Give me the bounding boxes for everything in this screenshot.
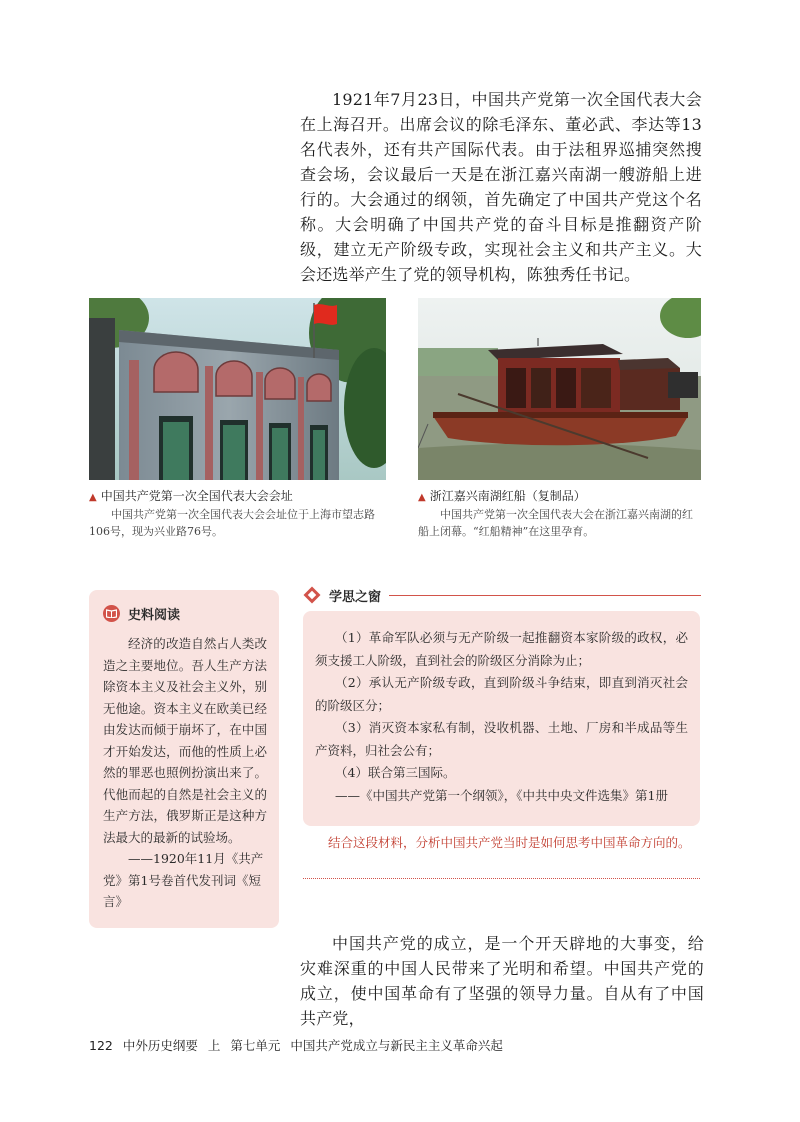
book-icon — [103, 605, 120, 622]
volume-label: 上 — [207, 1038, 221, 1053]
page-number: 122 — [89, 1038, 113, 1053]
dotted-divider — [303, 878, 700, 879]
program-item: （1）革命军队必须与无产阶级一起推翻资本家阶级的政权，必须支援工人阶级，直到社会的阶级区分消除为止； — [315, 630, 688, 668]
unit-label: 第七单元 — [230, 1038, 281, 1053]
red-boat-photo — [418, 298, 701, 480]
thinking-question: 结合这段材料，分析中国共产党当时是如何思考中国革命方向的。 — [328, 835, 691, 850]
figure-title: 中国共产党第一次全国代表大会会址 — [100, 489, 293, 503]
figure-caption: 中国共产党第一次全国代表大会会址位于上海市望志路106号，现为兴业路76号。 — [89, 508, 375, 538]
source-quote: 经济的改造自然占人类改造之主要地位。吾人生产方法除资本主义及社会主义外，别无他途。资本主义在欧美已经由发达而倾于崩坏了，在中国才开始发达，而他的性质上必然的罪恶也照例扮演出来了。代他而起的自然是社会主义的生产方法，俄罗斯正是这种方法最大的最新的试验场。 — [103, 636, 267, 845]
page-footer — [89, 1036, 513, 1054]
unit-title: 中国共产党成立与新民主主义革命兴起 — [290, 1038, 503, 1053]
source-attribution: ——1920年11月《共产党》第1号卷首代发刊词《短言》 — [103, 851, 264, 909]
book-title: 中外历史纲要 — [122, 1038, 198, 1053]
congress-site-photo — [89, 298, 386, 480]
program-item: （3）消灭资本家私有制，没收机器、土地、厂房和半成品等生产资料，归社会公有； — [315, 720, 688, 758]
source-reading-box — [89, 590, 279, 928]
thinking-window-header — [303, 584, 701, 606]
source-reading-title: 史料阅读 — [128, 608, 181, 623]
red-boat-caption — [418, 488, 703, 540]
program-citation: ——《中国共产党第一个纲领》，《中共中央文件选集》第1册 — [335, 787, 668, 803]
header-rule — [389, 595, 701, 596]
thinking-window-box — [303, 611, 700, 826]
program-item: （4）联合第三国际。 — [335, 765, 456, 780]
program-item: （2）承认无产阶级专政，直到阶级斗争结束，即直到消灭社会的阶级区分； — [315, 675, 688, 713]
diamond-icon — [303, 586, 321, 604]
triangle-marker-icon: ▲ — [89, 492, 97, 503]
figure-caption: 中国共产党第一次全国代表大会在浙江嘉兴南湖的红船上闭幕。“红船精神”在这里孕育。 — [418, 508, 693, 538]
thinking-window-title: 学思之窗 — [329, 589, 382, 605]
triangle-marker-icon: ▲ — [418, 492, 426, 503]
intro-paragraph: 1921年7月23日，中国共产党第一次全国代表大会在上海召开。出席会议的除毛泽东、董必武、李达等13名代表外，还有共产国际代表。由于法租界巡捕突然搜查会场，会议最后一天是在浙江嘉兴南湖一艘游船上进行的。大会通过的纲领，首先确定了中国共产党这个名称。大会明确了中国共产党的奋斗目标是推翻资产阶级，建立无产阶级专政，实现社会主义和共产主义。大会还选举产生了党的领导机构，陈独秀任书记。 — [300, 90, 702, 284]
figure-title: 浙江嘉兴南湖红船（复制品） — [429, 489, 586, 503]
closing-paragraph: 中国共产党的成立，是一个开天辟地的大事变，给灾难深重的中国人民带来了光明和希望。中国共产党的成立，使中国革命有了坚强的领导力量。自从有了中国共产党， — [300, 934, 704, 1028]
congress-site-caption — [89, 488, 389, 540]
